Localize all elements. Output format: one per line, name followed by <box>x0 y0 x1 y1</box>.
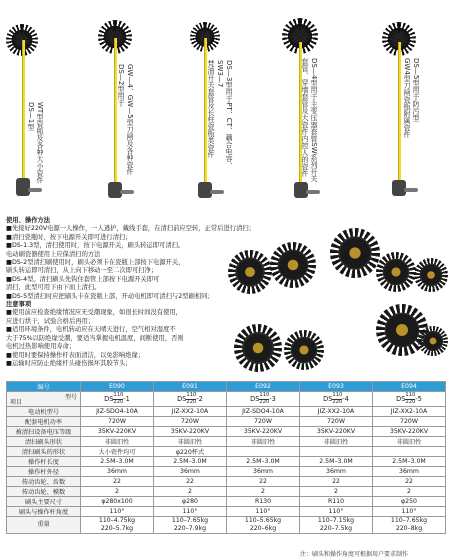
brush-head-photo <box>270 242 316 288</box>
model-fraction <box>113 393 123 405</box>
table-cell: 36mm <box>373 467 446 477</box>
tool-label-line: SW3—7 <box>216 60 224 88</box>
table-row <box>7 457 446 467</box>
table-cell: 非圆旧性 <box>300 437 373 447</box>
model-suffix: -1 <box>123 395 130 403</box>
table-row <box>7 497 446 507</box>
weight-line: 110–5.65kg <box>244 517 282 525</box>
model-top: 110 <box>113 392 124 399</box>
table-row <box>7 467 446 477</box>
tool-label-line: WT型瓷瓶及各种大小瓷件 <box>36 102 44 184</box>
model-suffix: -3 <box>269 395 276 403</box>
header-code: E091 <box>154 382 227 392</box>
table-cell <box>300 447 373 457</box>
table-cell: 2 <box>300 487 373 497</box>
table-cell: 110° <box>154 507 227 517</box>
corner-cell <box>7 392 81 407</box>
instructions-line: ■DS-1.3型，清扫使用时，按下电源开关，刷头转运即可清扫。 <box>6 242 185 250</box>
insulating-pole <box>22 40 25 180</box>
instructions-line: ■使用时要保持操作杆表面清洁，以免影响绝缘； <box>6 351 145 359</box>
instructions-heading: 注意事项 <box>6 301 32 309</box>
model-suffix: -4 <box>342 395 349 403</box>
instructions-block <box>6 217 255 368</box>
table-cell: 36mm <box>300 467 373 477</box>
weight-line: 110–7.65kg <box>390 517 428 525</box>
model-prefix: DS <box>396 395 406 403</box>
corner-top: 型号 <box>64 394 77 401</box>
row-label: 重量 <box>7 517 81 534</box>
table-cell: 110° <box>227 507 300 517</box>
table-cell: 35KV-220KV <box>154 427 227 437</box>
table-cell: φ280 <box>154 497 227 507</box>
tool-label-line: DS—4型用于主变压器套管SW系列开关 <box>310 58 318 182</box>
brush-head-photo <box>376 252 416 292</box>
table-cell <box>81 517 154 534</box>
instructions-line: 电机过热影响使用寿命； <box>6 343 76 351</box>
table-cell <box>373 517 446 534</box>
weight-line: 110–7.65kg <box>171 517 209 525</box>
model-bottom: 220 <box>259 398 270 405</box>
table-cell: JIZ-XX2-10A <box>373 407 446 417</box>
instructions-line: ■DS-5型清扫时应把刷头卡在瓷瓶上部，开动电机即可清扫与2型刷相同； <box>6 292 214 300</box>
tool-label-ds5 <box>402 58 420 138</box>
handle-image <box>404 188 418 192</box>
table-row <box>7 517 446 534</box>
weight-line: 110–4.75kg <box>98 517 136 525</box>
table-cell: JIZ-SDO4-10A <box>81 407 154 417</box>
table-cell: 720W <box>373 417 446 427</box>
tool-label-ds4 <box>300 58 318 182</box>
table-cell: JIZ-XX2-10A <box>154 407 227 417</box>
model-bottom: 220 <box>405 398 416 405</box>
header-label: 编号 <box>7 382 81 392</box>
table-row <box>7 507 446 517</box>
model-suffix: -2 <box>196 395 203 403</box>
instructions-line: ■使用前应检查绝缘情况应无受潮现象，如很长时间没有使用， <box>6 309 182 317</box>
model-fraction <box>186 393 196 405</box>
table-cell <box>373 447 446 457</box>
table-cell: 35KV-220KV <box>227 427 300 437</box>
instructions-line: 应进行烘干，试验合格后再用； <box>6 317 95 325</box>
tool-label-line: GW—4、GW—5型刀闸及各种瓷件 <box>126 64 134 175</box>
tool-label-ds2 <box>116 64 134 175</box>
row-label: 操作杆长度 <box>7 457 81 467</box>
model-cell <box>300 392 373 407</box>
row-label: 配套电机功率 <box>7 417 81 427</box>
insulating-pole <box>398 42 401 184</box>
instructions-line: 刷头转运即可清扫，从上向下移动一至二次即可扫净； <box>6 267 158 275</box>
model-fraction <box>405 393 415 405</box>
table-cell: φ250 <box>373 497 446 507</box>
table-cell: R130 <box>227 497 300 507</box>
model-cell <box>373 392 446 407</box>
instructions-line: ■DS-2型清扫刷使用时，刷头必须卡在瓷瓶上部按下电源开关， <box>6 259 185 267</box>
instructions-line: 清扫，此型可用下由下而上清扫。 <box>6 284 101 292</box>
model-prefix: DS <box>177 395 187 403</box>
brush-heads-photo <box>226 218 448 378</box>
model-cell <box>81 392 154 407</box>
row-label: 传动齿轮、模数 <box>7 487 81 497</box>
weight-line: 220–6kg <box>249 525 277 532</box>
table-row <box>7 477 446 487</box>
table-cell: 22 <box>227 477 300 487</box>
handle-image <box>120 190 134 194</box>
brush-head-photo <box>234 324 282 372</box>
table-cell: φ280x100 <box>81 497 154 507</box>
table-cell: 非圆旧性 <box>373 437 446 447</box>
table-cell <box>300 517 373 534</box>
brush-head-photo <box>228 250 272 294</box>
table-cell: 720W <box>154 417 227 427</box>
table-cell: 2.5M–3.0M <box>154 457 227 467</box>
tool-label-line: DS—2型用于 <box>117 64 125 107</box>
weight-line: 220–7.9kg <box>173 525 207 532</box>
table-cell: 22 <box>154 477 227 487</box>
handle-image <box>210 190 224 194</box>
row-label: 被清扫设备电压等级 <box>7 427 81 437</box>
model-top: 110 <box>332 392 343 399</box>
table-cell: 720W <box>81 417 154 427</box>
table-row <box>7 407 446 417</box>
table-row <box>7 487 446 497</box>
handle-image <box>306 190 320 194</box>
table-cell: 35KV-220KV <box>373 427 446 437</box>
corner-bottom: 项目 <box>10 399 23 406</box>
row-label: 清扫刷头形状 <box>7 437 81 447</box>
tool-label-line: 套管、穿墙套管及大瓷件内控人的瓷件 <box>301 58 309 177</box>
weight-line: 110–7.15kg <box>317 517 355 525</box>
table-cell <box>154 517 227 534</box>
table-cell: 2.5M–3.0M <box>300 457 373 467</box>
table-cell: 110° <box>300 507 373 517</box>
model-bottom: 220 <box>332 398 343 405</box>
tool-label-line: 梵油开关套管及长柱瓷瓶类瓷件 <box>207 60 215 158</box>
model-fraction <box>259 393 269 405</box>
model-cell <box>227 392 300 407</box>
instructions-line: 大于75%以防绝缘受潮，要适当掌握电机温度，间断使用，否则 <box>6 334 184 342</box>
table-row <box>7 417 446 427</box>
row-label: 电动机型号 <box>7 407 81 417</box>
table-cell: 110° <box>81 507 154 517</box>
table-row <box>7 447 446 457</box>
instructions-line: ■适用环境条件，电机转动应在天晴天进行，空气相对湿度不 <box>6 326 176 334</box>
weight-line: 220–5.7kg <box>100 525 134 532</box>
instructions-line: ■DS-4型。清扫刷头先钩住套管上部按下电源开关即可 <box>6 275 160 283</box>
header-code: E090 <box>81 382 154 392</box>
table-row <box>7 427 446 437</box>
table-cell: JIZ-XX2-10A <box>300 407 373 417</box>
weight-line: 220–7.5kg <box>319 525 353 532</box>
table-cell: 2.5M–3.0M <box>373 457 446 467</box>
table-cell: 22 <box>81 477 154 487</box>
spec-table <box>6 381 446 534</box>
table-cell: 36mm <box>154 467 227 477</box>
instructions-line: ■先接好220V电源一人操作，一人逃护，戴线手套，在清扫前应空转，正常后进行清扫； <box>6 225 255 233</box>
row-label: 清扫刷头的形状 <box>7 447 81 457</box>
model-top: 110 <box>186 392 197 399</box>
table-cell: 35KV-220KV <box>81 427 154 437</box>
header-code: E093 <box>300 382 373 392</box>
table-footnote: 注：刷头和操作角度可根据用户要求制作 <box>300 551 409 558</box>
table-cell <box>227 447 300 457</box>
table-cell: 36mm <box>227 467 300 477</box>
table-cell: 大小瓷件均可 <box>81 447 154 457</box>
table-cell: 2 <box>81 487 154 497</box>
model-cell <box>154 392 227 407</box>
model-prefix: DS <box>104 395 114 403</box>
table-cell: 720W <box>300 417 373 427</box>
instructions-heading: 使用、操作方法 <box>6 217 51 224</box>
row-label: 操作杆外径 <box>7 467 81 477</box>
model-suffix: -5 <box>415 395 422 403</box>
model-prefix: DS <box>250 395 260 403</box>
table-cell: 36mm <box>81 467 154 477</box>
handle-image <box>28 188 42 192</box>
tool-label-ds3 <box>206 60 233 169</box>
header-code: E094 <box>373 382 446 392</box>
model-row <box>7 392 446 407</box>
table-cell: φ220杯式 <box>154 447 227 457</box>
model-fraction <box>332 393 342 405</box>
table-cell: JIZ-SDO4-10A <box>227 407 300 417</box>
header-code: E092 <box>227 382 300 392</box>
model-prefix: DS <box>323 395 333 403</box>
table-cell: 2.5M–3.0M <box>227 457 300 467</box>
table-cell: 720W <box>227 417 300 427</box>
model-top: 110 <box>405 392 416 399</box>
instructions-line: ■清扫瓷瓶时，按下电源开关即可进行清扫； <box>6 233 132 241</box>
weight-line: 220–8kg <box>395 525 423 532</box>
tool-label-line: DS—3型用于PT、CT、藕合电容、 <box>225 60 233 169</box>
spec-header-row <box>7 382 446 392</box>
row-label: 刷头主要尺寸 <box>7 497 81 507</box>
brush-head-photo <box>418 326 448 356</box>
table-cell: 35KV-220KV <box>300 427 373 437</box>
model-top: 110 <box>259 392 270 399</box>
brush-head-photo <box>330 228 380 278</box>
table-row <box>7 437 446 447</box>
row-label: 传动齿轮、齿数 <box>7 477 81 487</box>
brush-head-photo <box>414 258 448 292</box>
table-cell: 110° <box>373 507 446 517</box>
instructions-line: ■运输时应防止绝缘杆头碰伤损坏其胶节头； <box>6 359 132 367</box>
tool-label-ds1 <box>26 102 44 183</box>
brush-head-photo <box>284 330 324 370</box>
instructions-line: 电动刷瓷器使用上应保清扫的方法 <box>6 250 101 258</box>
table-cell: R110 <box>300 497 373 507</box>
row-label: 刷头与操作杆角度 <box>7 507 81 517</box>
table-cell: 2 <box>227 487 300 497</box>
model-bottom: 220 <box>113 398 124 405</box>
table-cell: 非圆旧性 <box>81 437 154 447</box>
table-cell: 非圆旧性 <box>154 437 227 447</box>
tool-label-line: DS—1型 <box>27 102 35 131</box>
model-bottom: 220 <box>186 398 197 405</box>
table-cell: 22 <box>373 477 446 487</box>
table-cell: 2 <box>154 487 227 497</box>
table-cell: 22 <box>300 477 373 487</box>
tool-label-line: DS—5型用于防污型 <box>412 58 420 122</box>
table-cell: 非圆旧性 <box>227 437 300 447</box>
table-cell <box>227 517 300 534</box>
tool-label-line: GW4型刀闸瓷瓶附属瓷件 <box>403 58 411 138</box>
product-illustrations <box>0 0 450 218</box>
table-cell: 2.5M–3.0M <box>81 457 154 467</box>
table-cell: 2 <box>373 487 446 497</box>
